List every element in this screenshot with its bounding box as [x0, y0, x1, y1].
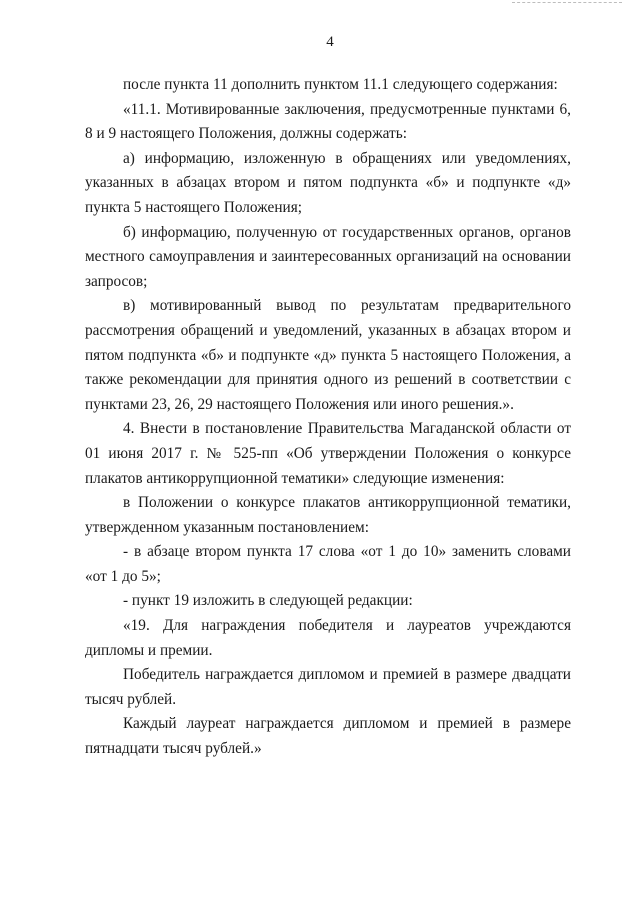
paragraph-regulation-reference: в Положении о конкурсе плакатов антикоррупционной тематики, утвержденном указанным постановлением: — [85, 494, 571, 536]
paragraph-point-17-change: - в абзаце втором пункта 17 слова «от 1 до 10» заменить словами «от 1 до 5»; — [85, 543, 571, 585]
paragraph-subpoint-b: б) информацию, полученную от государственных органов, органов местного самоуправления и заинтересованных организаций на основании запросов; — [85, 223, 571, 290]
paragraph-laureate-award: Каждый лауреат награждается дипломом и премией в размере пятнадцати тысяч рублей.» — [85, 715, 571, 758]
page-number: 4 — [326, 34, 334, 50]
paragraph-point-19-text: «19. Для награждения победителя и лауреатов учреждаются дипломы и премии. — [85, 617, 571, 659]
paragraph-subpoint-v: в) мотивированный вывод по результатам предварительного рассмотрения обращений и уведомлений, указанных в абзацах втором и пятом подпункта «б» и подпункте «д» пункта 5 настоящего Положения, а также рекомендации для принятия одного из решений в соответствии с пунктами 23, 26, 29 настоящего Положения или иного решения.». — [85, 297, 571, 413]
paragraph-point-11-1: «11.1. Мотивированные заключения, предусмотренные пунктами 6, 8 и 9 настоящего Положения, должны содержать: — [85, 100, 571, 143]
paragraph-subpoint-a: а) информацию, изложенную в обращениях или уведомлениях, указанных в абзацах втором и пятом подпункта «б» и подпункте «д» пункта 5 настоящего Положения; — [85, 149, 571, 216]
paragraph-point-19-change: - пункт 19 изложить в следующей редакции: — [123, 592, 413, 610]
paragraph-winner-award: Победитель награждается дипломом и премией в размере двадцати тысяч рублей. — [85, 666, 571, 708]
paragraph-item-4: 4. Внести в постановление Правительства Магаданской области от 01 июня 2017 г. № 525-пп «Об утверждении Положения о конкурсе плакатов антикоррупционной тематики» следующие изменения: — [85, 420, 571, 487]
document-body — [85, 73, 571, 762]
paragraph-amend-point-11: после пункта 11 дополнить пунктом 11.1 следующего содержания: — [123, 76, 558, 93]
scan-edge-mark — [512, 2, 622, 3]
